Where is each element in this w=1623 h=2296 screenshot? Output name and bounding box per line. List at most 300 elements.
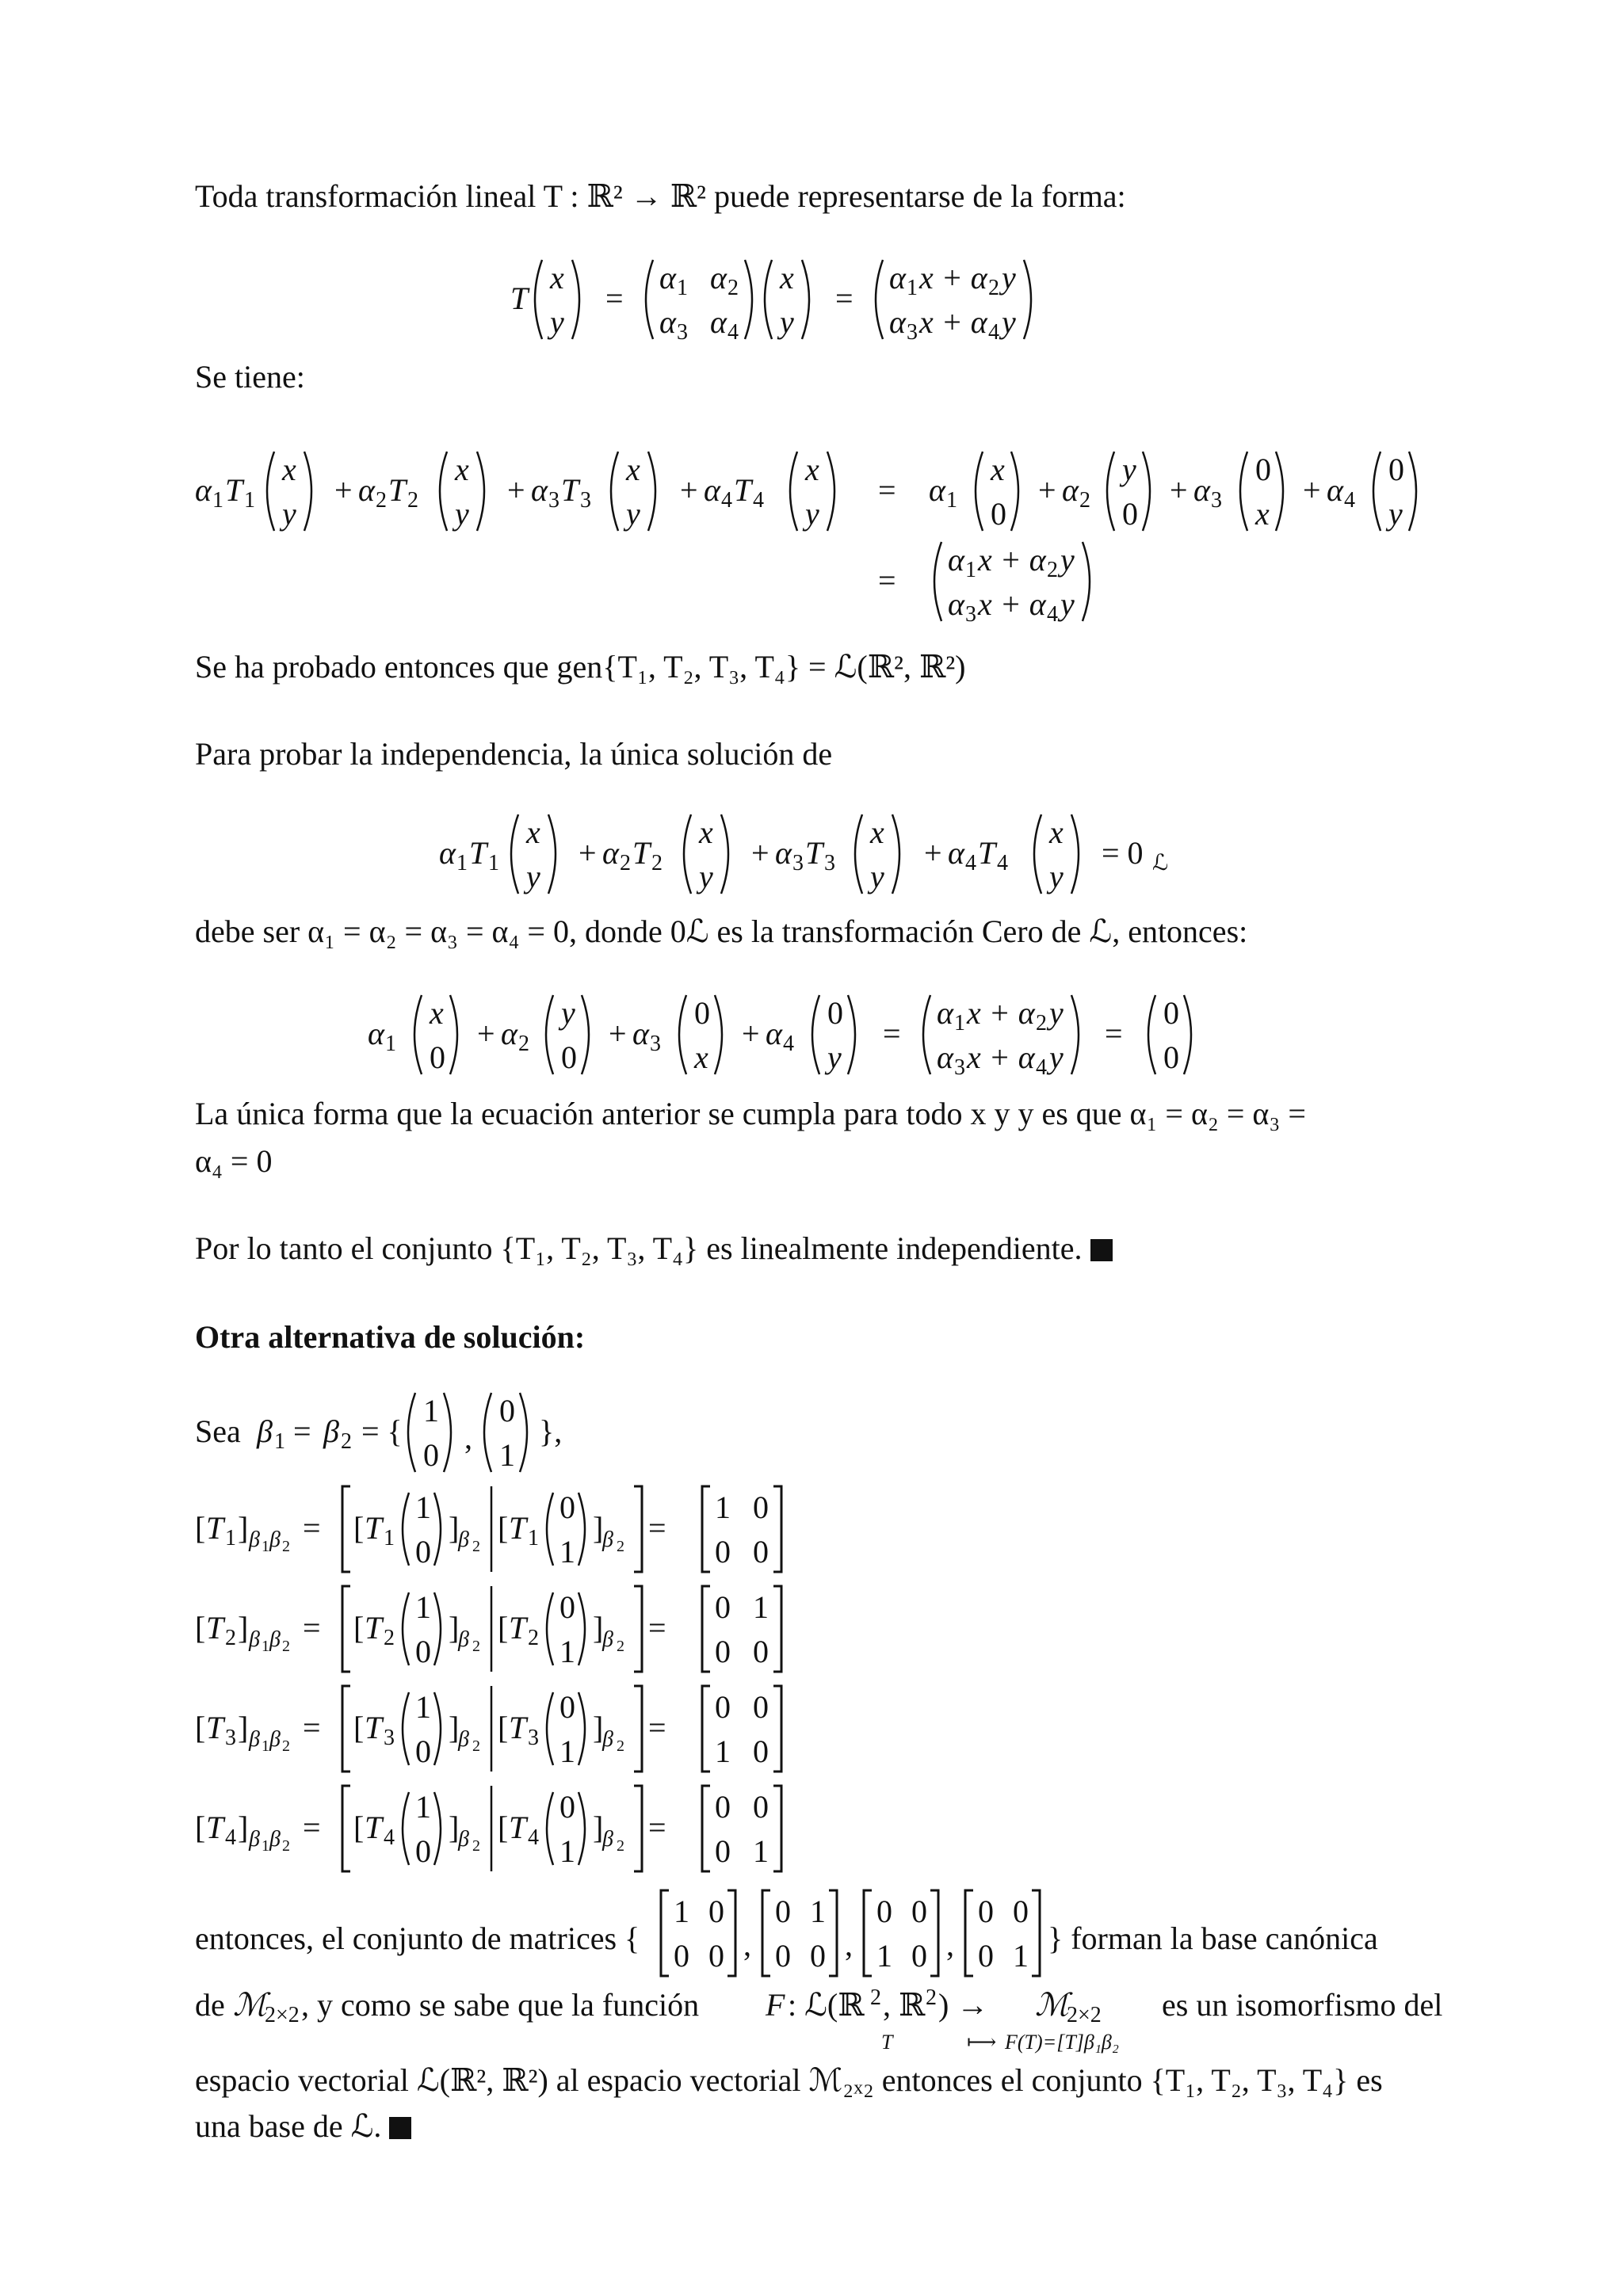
svg-text:α: α	[937, 1039, 953, 1075]
svg-text:0: 0	[415, 1833, 431, 1869]
svg-text:3: 3	[384, 1726, 395, 1750]
svg-text:4: 4	[384, 1825, 395, 1850]
svg-text:β: β	[249, 1527, 260, 1552]
svg-text:α: α	[710, 304, 727, 340]
svg-text:[: [	[498, 1610, 509, 1646]
svg-text:T: T	[734, 472, 752, 508]
svg-text:4: 4	[783, 1032, 794, 1056]
svg-text:β: β	[602, 1527, 613, 1552]
equation-zero-system-svg	[368, 987, 1255, 1082]
svg-text:1: 1	[715, 1733, 731, 1769]
svg-text:4: 4	[1036, 1055, 1047, 1080]
svg-text:]: ]	[449, 1710, 460, 1745]
svg-text:0: 0	[1122, 496, 1138, 532]
svg-text:T: T	[469, 835, 487, 871]
svg-text:0: 0	[559, 1689, 575, 1725]
svg-text:1: 1	[262, 1837, 269, 1855]
svg-text:1: 1	[753, 1589, 769, 1625]
svg-text:1: 1	[262, 1538, 269, 1555]
svg-text:1: 1	[225, 1526, 236, 1550]
svg-text:α: α	[358, 472, 375, 508]
basis-definition	[195, 1385, 639, 1484]
svg-text:y: y	[1049, 995, 1064, 1031]
svg-text:x: x	[282, 452, 296, 487]
svg-text:T: T	[225, 472, 243, 508]
svg-text:x + α: x + α	[919, 304, 987, 340]
uniqueness-line1: La única forma que la ecuación anterior se cumpla para todo x y y es que α₁ = α₂ = α₃ =	[195, 1096, 1306, 1131]
svg-text:1: 1	[965, 558, 976, 582]
svg-text:1: 1	[262, 1638, 269, 1655]
svg-text:1: 1	[559, 1534, 575, 1569]
svg-text:T: T	[805, 835, 823, 871]
svg-text:T: T	[365, 1810, 383, 1845]
svg-text:x: x	[694, 1039, 708, 1075]
svg-text:β: β	[458, 1527, 469, 1552]
svg-text:2: 2	[727, 276, 739, 300]
svg-text:1: 1	[907, 276, 918, 300]
svg-text:y: y	[1049, 1039, 1064, 1075]
svg-text:T: T	[561, 472, 579, 508]
svg-text:0: 0	[415, 1534, 431, 1569]
svg-text:0: 0	[499, 1393, 515, 1428]
svg-text:α: α	[195, 472, 212, 508]
svg-text:0: 0	[561, 1039, 577, 1075]
svg-text:es un isomorfismo del: es un isomorfismo del	[1162, 1987, 1443, 2023]
svg-text:3: 3	[907, 320, 918, 345]
svg-text:y: y	[1122, 452, 1136, 487]
svg-text:,: ,	[946, 1927, 954, 1962]
svg-text:1: 1	[212, 488, 223, 513]
svg-text:=: =	[835, 280, 854, 316]
svg-text:1: 1	[677, 276, 688, 300]
svg-text:2: 2	[472, 1538, 480, 1555]
svg-text:α: α	[1193, 472, 1210, 508]
svg-text:3: 3	[225, 1726, 236, 1750]
svg-text:2: 2	[988, 276, 999, 300]
svg-text:α: α	[889, 304, 906, 340]
svg-text:0: 0	[827, 995, 843, 1031]
svg-text:α: α	[659, 304, 676, 340]
svg-text:3: 3	[1211, 488, 1222, 513]
svg-text:4: 4	[965, 851, 976, 875]
svg-text:4: 4	[528, 1825, 539, 1850]
svg-text:y: y	[780, 304, 794, 340]
svg-text:α: α	[929, 472, 945, 508]
svg-text:T: T	[881, 2031, 893, 2054]
svg-text:0: 0	[1163, 995, 1179, 1031]
svg-text:+: +	[1303, 472, 1321, 508]
svg-text:β: β	[323, 1413, 339, 1449]
svg-text:0: 0	[559, 1589, 575, 1625]
svg-text:β: β	[269, 1527, 281, 1552]
svg-text:3: 3	[965, 602, 976, 627]
section-heading: Otra alternativa de solución:	[195, 1319, 586, 1355]
svg-text:+: +	[751, 835, 769, 871]
svg-text:+: +	[579, 835, 597, 871]
svg-text:0: 0	[708, 1938, 724, 1974]
svg-text:+: +	[507, 472, 525, 508]
svg-text:4: 4	[988, 320, 999, 345]
svg-text:]: ]	[449, 1510, 460, 1546]
svg-text:0: 0	[715, 1789, 731, 1825]
svg-text:de: de	[195, 1987, 225, 2023]
svg-text:α: α	[948, 542, 964, 578]
svg-text:1: 1	[753, 1833, 769, 1869]
matrix-T2-svg	[195, 1581, 813, 1676]
svg-text:1: 1	[559, 1733, 575, 1769]
svg-text:]: ]	[449, 1610, 460, 1646]
svg-text:2: 2	[407, 488, 418, 513]
svg-text:y: y	[1060, 542, 1075, 578]
svg-text:β: β	[249, 1827, 260, 1852]
svg-text:0: 0	[991, 496, 1006, 532]
svg-text:T: T	[365, 1510, 383, 1546]
svg-text:T: T	[509, 1710, 527, 1745]
svg-text:β: β	[602, 1627, 613, 1652]
svg-text:) →: ) →	[938, 1987, 989, 2023]
svg-text:2: 2	[282, 1737, 290, 1755]
svg-text:β: β	[602, 1827, 613, 1852]
svg-text:0: 0	[753, 1634, 769, 1669]
svg-text:y: y	[699, 859, 713, 894]
matrix-T3-svg	[195, 1681, 813, 1776]
svg-text:α: α	[948, 586, 964, 622]
equation-span-line2-svg	[878, 534, 1140, 629]
equation-span-line2	[878, 534, 1140, 633]
svg-text:3: 3	[580, 488, 591, 513]
intro-paragraph: Toda transformación lineal T : ℝ² → ℝ² puede representarse de la forma:	[195, 178, 1126, 214]
svg-text:α: α	[937, 995, 953, 1031]
svg-text:1: 1	[674, 1894, 689, 1929]
matrix-T3-row	[195, 1681, 813, 1780]
svg-text:x: x	[870, 814, 884, 850]
svg-text:]: ]	[593, 1610, 604, 1646]
svg-text:+: +	[680, 472, 698, 508]
svg-text:F: F	[766, 1987, 785, 2023]
equation-independence-svg	[439, 807, 1184, 902]
svg-text:1: 1	[810, 1894, 826, 1929]
svg-text:, ℝ: , ℝ	[883, 1987, 926, 2023]
svg-text:α: α	[766, 1016, 782, 1051]
svg-text:0: 0	[775, 1938, 791, 1974]
matrix-T2-row	[195, 1581, 813, 1680]
svg-text:[: [	[353, 1710, 365, 1745]
svg-text:β: β	[257, 1413, 273, 1449]
svg-text:2: 2	[617, 1737, 624, 1755]
svg-text:0: 0	[1013, 1894, 1029, 1929]
svg-text:1: 1	[415, 1489, 431, 1525]
svg-text:[: [	[195, 1710, 206, 1745]
svg-text:β: β	[249, 1627, 260, 1652]
svg-text:,: ,	[845, 1927, 853, 1962]
svg-text:2: 2	[282, 1538, 290, 1555]
svg-text:1: 1	[488, 851, 499, 875]
svg-text:=: =	[648, 1710, 666, 1745]
equation-matrix-form-svg	[510, 252, 1113, 347]
svg-text:0: 0	[1163, 1039, 1179, 1075]
svg-text:α: α	[1327, 472, 1343, 508]
svg-text:0: 0	[694, 995, 710, 1031]
svg-text:y: y	[526, 859, 540, 894]
svg-text:2: 2	[282, 1638, 290, 1655]
svg-text:2: 2	[1036, 1011, 1047, 1035]
svg-text:T: T	[206, 1810, 224, 1845]
svg-text:ℳ: ℳ	[233, 1987, 267, 2023]
svg-text:α: α	[948, 835, 964, 871]
uniqueness-line2: α₄ = 0	[195, 1143, 273, 1179]
svg-text:x + α: x + α	[967, 1039, 1035, 1075]
svg-text:y: y	[827, 1039, 842, 1075]
matrix-T4-svg	[195, 1781, 813, 1876]
svg-text:α: α	[710, 260, 727, 296]
svg-text:α: α	[704, 472, 720, 508]
svg-text:2: 2	[472, 1837, 480, 1855]
svg-text:=: =	[605, 280, 624, 316]
svg-text:2: 2	[1047, 558, 1058, 582]
svg-text:x: x	[1049, 814, 1064, 850]
svg-text:1: 1	[559, 1634, 575, 1669]
svg-text:+: +	[1038, 472, 1056, 508]
svg-text:4: 4	[753, 488, 764, 513]
svg-text:]: ]	[593, 1510, 604, 1546]
svg-text:]: ]	[238, 1610, 249, 1646]
svg-text:0: 0	[911, 1938, 927, 1974]
svg-text:T: T	[206, 1710, 224, 1745]
svg-text:Sea: Sea	[195, 1413, 241, 1449]
svg-text:α: α	[1062, 472, 1079, 508]
svg-text:β: β	[458, 1727, 469, 1752]
svg-text:0: 0	[715, 1589, 731, 1625]
svg-text:=: =	[303, 1810, 321, 1845]
svg-text:2: 2	[341, 1429, 352, 1454]
independence-intro: Para probar la independencia, la única solución de	[195, 736, 833, 772]
svg-text:4: 4	[727, 320, 739, 345]
svg-text:T: T	[978, 835, 996, 871]
svg-text:x: x	[455, 452, 469, 487]
canonical-basis-line	[195, 1886, 1471, 1985]
svg-text:2: 2	[225, 1626, 236, 1650]
svg-text:=: =	[648, 1610, 666, 1646]
svg-text:y: y	[805, 496, 819, 532]
svg-text:[: [	[498, 1510, 509, 1546]
svg-text:α: α	[531, 472, 548, 508]
svg-text:]: ]	[238, 1710, 249, 1745]
svg-text:α: α	[602, 835, 619, 871]
svg-text:T: T	[632, 835, 651, 871]
svg-text:T: T	[388, 472, 407, 508]
svg-text:+: +	[924, 835, 942, 871]
svg-text:T: T	[510, 280, 529, 316]
qed-square-icon	[1090, 1239, 1113, 1261]
svg-text:: ℒ(ℝ: : ℒ(ℝ	[788, 1987, 865, 2023]
svg-text:x: x	[526, 814, 540, 850]
svg-text:=: =	[293, 1413, 311, 1449]
equation-span-line1	[195, 444, 1471, 543]
svg-text:2: 2	[870, 1985, 881, 2010]
svg-text:]: ]	[593, 1810, 604, 1845]
span-conclusion: Se ha probado entonces que gen{T₁, T₂, T₃, T₄} = ℒ(ℝ², ℝ²)	[195, 649, 966, 685]
svg-text:+: +	[609, 1016, 627, 1051]
svg-text:0: 0	[559, 1489, 575, 1525]
svg-text:1: 1	[415, 1689, 431, 1725]
equation-zero-system	[0, 987, 1623, 1082]
svg-text:]: ]	[593, 1710, 604, 1745]
canonical-basis-svg	[195, 1886, 1471, 1981]
svg-text:α: α	[439, 835, 456, 871]
svg-text:entonces, el conjunto de matri: entonces, el conjunto de matrices {	[195, 1920, 640, 1956]
svg-text:α: α	[659, 260, 676, 296]
svg-text:[: [	[353, 1810, 365, 1845]
svg-text:=: =	[1105, 1016, 1123, 1051]
svg-text:α: α	[632, 1016, 649, 1051]
svg-text:0: 0	[753, 1689, 769, 1725]
svg-text:0: 0	[876, 1894, 892, 1929]
svg-text:β: β	[269, 1827, 281, 1852]
svg-text:F(T)=[T]β₁β₂: F(T)=[T]β₁β₂	[1005, 2031, 1119, 2054]
svg-text:α: α	[368, 1016, 384, 1051]
span-rhs	[929, 452, 1416, 532]
svg-text:0: 0	[775, 1894, 791, 1929]
svg-text:0: 0	[430, 1039, 445, 1075]
svg-text:=: =	[648, 1810, 666, 1845]
svg-text:= 0: = 0	[1102, 835, 1144, 871]
svg-text:+: +	[1170, 472, 1188, 508]
independence-conclusion: Por lo tanto el conjunto {T₁, T₂, T₃, T₄} es linealmente independiente.	[195, 1220, 1113, 1277]
svg-text:x + α: x + α	[919, 260, 987, 296]
isomorphism-conclusion: espacio vectorial ℒ(ℝ², ℝ²) al espacio vectorial ℳ₂ₓ₂ entonces el conjunto {T₁, T₂, T₃, T₄} es	[195, 2062, 1383, 2098]
svg-text:T: T	[206, 1510, 224, 1546]
svg-text:4: 4	[997, 851, 1008, 875]
svg-text:,: ,	[464, 1420, 472, 1455]
equation-matrix-form	[0, 252, 1623, 347]
svg-text:T: T	[509, 1810, 527, 1845]
svg-text:]: ]	[238, 1510, 249, 1546]
svg-text:β: β	[458, 1627, 469, 1652]
svg-text:2: 2	[282, 1837, 290, 1855]
svg-text:2×2: 2×2	[265, 2003, 300, 2027]
svg-text:[: [	[195, 1610, 206, 1646]
svg-text:4: 4	[721, 488, 732, 513]
svg-text:α: α	[501, 1016, 517, 1051]
isomorphism-line	[195, 1976, 1471, 2059]
svg-text:y: y	[282, 496, 296, 532]
svg-text:=: =	[878, 563, 896, 598]
svg-text:3: 3	[528, 1726, 539, 1750]
svg-text:T: T	[509, 1510, 527, 1546]
matrix-T4-row	[195, 1781, 813, 1880]
svg-text:=: =	[303, 1710, 321, 1745]
svg-text:2: 2	[1079, 488, 1090, 513]
svg-text:=: =	[648, 1510, 666, 1546]
svg-text:x: x	[626, 452, 640, 487]
svg-text:y: y	[561, 995, 575, 1031]
svg-text:2: 2	[617, 1837, 624, 1855]
svg-text:1: 1	[274, 1429, 285, 1454]
svg-text:y: y	[550, 304, 564, 340]
svg-text:y: y	[1002, 304, 1016, 340]
svg-text:0: 0	[674, 1938, 689, 1974]
svg-text:=: =	[303, 1510, 321, 1546]
matrix-T1-svg	[195, 1482, 813, 1577]
matrix-T1-row	[195, 1482, 813, 1581]
svg-text:+: +	[334, 472, 353, 508]
svg-text:x: x	[430, 995, 444, 1031]
svg-text:2: 2	[384, 1626, 395, 1650]
svg-text:y: y	[1049, 859, 1064, 894]
svg-text:3: 3	[954, 1055, 965, 1080]
svg-text:3: 3	[792, 851, 804, 875]
basis-conclusion: una base de ℒ.	[195, 2098, 411, 2155]
svg-text:,: ,	[743, 1927, 751, 1962]
svg-text:[: [	[498, 1810, 509, 1845]
svg-text:0: 0	[415, 1733, 431, 1769]
equation-span-line1-svg	[195, 444, 1471, 539]
svg-text:=: =	[303, 1610, 321, 1646]
svg-text:},: },	[539, 1413, 563, 1449]
svg-text:3: 3	[677, 320, 688, 345]
se-tiene-label: Se tiene:	[195, 359, 305, 395]
svg-text:β: β	[602, 1727, 613, 1752]
svg-text:+: +	[477, 1016, 495, 1051]
svg-text:1: 1	[244, 488, 255, 513]
svg-text:[: [	[498, 1710, 509, 1745]
svg-text:1: 1	[415, 1589, 431, 1625]
svg-text:2: 2	[472, 1737, 480, 1755]
svg-text:1: 1	[559, 1833, 575, 1869]
svg-text:x: x	[780, 260, 794, 296]
svg-text:3: 3	[824, 851, 835, 875]
svg-text:α: α	[889, 260, 906, 296]
svg-text:0: 0	[753, 1733, 769, 1769]
svg-text:3: 3	[650, 1032, 661, 1056]
svg-text:1: 1	[415, 1789, 431, 1825]
svg-text:2: 2	[528, 1626, 539, 1650]
svg-text:2×2: 2×2	[1067, 2003, 1102, 2027]
svg-text:1: 1	[954, 1011, 965, 1035]
svg-text:y: y	[455, 496, 469, 532]
svg-text:ℳ: ℳ	[1035, 1987, 1069, 2023]
svg-text:2: 2	[617, 1538, 624, 1555]
svg-text:4: 4	[1047, 602, 1058, 627]
svg-text:1: 1	[715, 1489, 731, 1525]
svg-text:[: [	[353, 1610, 365, 1646]
svg-text:[: [	[195, 1810, 206, 1845]
svg-text:0: 0	[978, 1894, 994, 1929]
svg-text:0: 0	[753, 1489, 769, 1525]
svg-text:]: ]	[238, 1810, 249, 1845]
independence-condition: debe ser α₁ = α₂ = α₃ = α₄ = 0, donde 0ℒ es la transformación Cero de ℒ, entonces:	[195, 913, 1248, 949]
svg-text:β: β	[269, 1727, 281, 1752]
svg-text:2: 2	[926, 1985, 937, 2010]
svg-text:=: =	[883, 1016, 901, 1051]
svg-text:α: α	[775, 835, 792, 871]
svg-text:1: 1	[423, 1393, 439, 1428]
svg-text:y: y	[870, 859, 884, 894]
svg-text:0: 0	[715, 1689, 731, 1725]
svg-text:T: T	[206, 1610, 224, 1646]
svg-text:x: x	[805, 452, 819, 487]
svg-text:x: x	[991, 452, 1005, 487]
svg-text:2: 2	[617, 1638, 624, 1655]
svg-text:1: 1	[384, 1526, 395, 1550]
svg-text:= {: = {	[361, 1413, 403, 1449]
svg-text:1: 1	[499, 1437, 515, 1473]
svg-text:ℒ: ℒ	[1152, 851, 1169, 875]
svg-text:1: 1	[262, 1737, 269, 1755]
svg-text:y: y	[1060, 586, 1075, 622]
equation-independence	[0, 807, 1623, 902]
svg-text:0: 0	[715, 1534, 731, 1569]
